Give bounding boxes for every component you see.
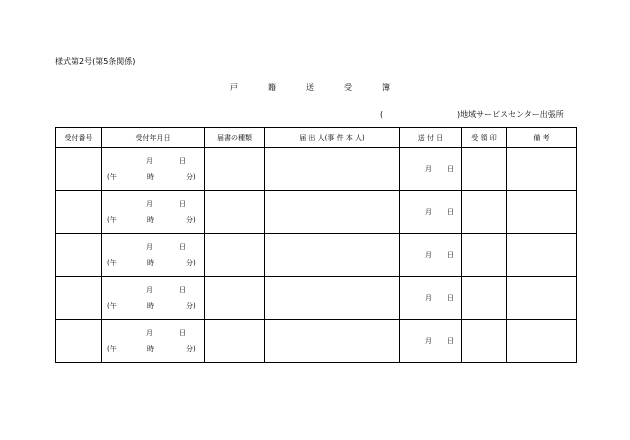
notice-type-cell[interactable] <box>205 277 265 320</box>
title-char: 受 <box>344 83 352 92</box>
send-date-cell[interactable] <box>400 191 462 234</box>
remarks-cell[interactable] <box>507 191 577 234</box>
month-label: 月 <box>425 208 432 216</box>
month-label: 月 <box>146 157 153 165</box>
notifier-cell[interactable] <box>265 320 400 363</box>
notice-type-cell[interactable] <box>205 234 265 277</box>
hour-label: 時 <box>147 173 154 181</box>
table-row <box>56 234 577 277</box>
minute-label: 分) <box>186 345 196 353</box>
minute-label: 分) <box>186 259 196 267</box>
day-label: 日 <box>179 243 186 251</box>
receipt-date-cell[interactable] <box>102 320 205 363</box>
notice-type-cell[interactable] <box>205 320 265 363</box>
receipt-seal-cell[interactable] <box>462 191 507 234</box>
receipt-number-cell[interactable] <box>56 234 102 277</box>
hour-label: 時 <box>147 216 154 224</box>
title-char: 簿 <box>382 83 390 92</box>
notifier-cell[interactable] <box>265 277 400 320</box>
header-notifier: 届 出 人(事 件 本 人) <box>265 128 400 148</box>
header-receipt-date: 受付年月日 <box>102 128 205 148</box>
month-label: 月 <box>425 337 432 345</box>
day-label: 日 <box>447 165 454 173</box>
ampm-label: (午 <box>107 259 117 267</box>
ampm-label: (午 <box>107 302 117 310</box>
notifier-cell[interactable] <box>265 234 400 277</box>
hour-label: 時 <box>147 302 154 310</box>
remarks-cell[interactable] <box>507 234 577 277</box>
receipt-date-cell[interactable] <box>102 191 205 234</box>
notice-type-cell[interactable] <box>205 191 265 234</box>
send-date-cell[interactable] <box>400 320 462 363</box>
minute-label: 分) <box>186 302 196 310</box>
month-label: 月 <box>146 200 153 208</box>
receipt-number-cell[interactable] <box>56 277 102 320</box>
remarks-cell[interactable] <box>507 148 577 191</box>
ampm-label: (午 <box>107 173 117 181</box>
receipt-date-cell[interactable] <box>102 277 205 320</box>
day-label: 日 <box>179 200 186 208</box>
day-label: 日 <box>179 286 186 294</box>
table-row <box>56 277 577 320</box>
day-label: 日 <box>179 157 186 165</box>
receipt-number-cell[interactable] <box>56 320 102 363</box>
form-number-label: 様式第2号(第5条関係) <box>55 57 136 66</box>
receipt-seal-cell[interactable] <box>462 277 507 320</box>
remarks-cell[interactable] <box>507 320 577 363</box>
send-date-cell[interactable] <box>400 148 462 191</box>
receipt-date-cell[interactable] <box>102 234 205 277</box>
header-receipt-number: 受付番号 <box>56 128 102 148</box>
month-label: 月 <box>425 294 432 302</box>
receipt-number-cell[interactable] <box>56 148 102 191</box>
table-row <box>56 191 577 234</box>
hour-label: 時 <box>147 259 154 267</box>
minute-label: 分) <box>186 173 196 181</box>
send-date-cell[interactable] <box>400 277 462 320</box>
header-send-date: 送 付 日 <box>400 128 462 148</box>
header-receipt-seal: 受 領 印 <box>462 128 507 148</box>
day-label: 日 <box>447 337 454 345</box>
month-label: 月 <box>425 251 432 259</box>
ampm-label: (午 <box>107 345 117 353</box>
ampm-label: (午 <box>107 216 117 224</box>
month-label: 月 <box>146 286 153 294</box>
day-label: 日 <box>447 208 454 216</box>
header-row <box>56 128 577 148</box>
notifier-cell[interactable] <box>265 148 400 191</box>
send-date-cell[interactable] <box>400 234 462 277</box>
office-name: )地域サービスセンター出張所 <box>457 110 564 119</box>
title-char: 戸 <box>230 83 238 92</box>
remarks-cell[interactable] <box>507 277 577 320</box>
receipt-seal-cell[interactable] <box>462 148 507 191</box>
receipt-date-cell[interactable] <box>102 148 205 191</box>
month-label: 月 <box>146 329 153 337</box>
month-label: 月 <box>146 243 153 251</box>
office-paren-open: ( <box>380 110 384 119</box>
day-label: 日 <box>447 251 454 259</box>
register-table <box>55 127 577 363</box>
document-title <box>230 83 390 93</box>
receipt-seal-cell[interactable] <box>462 234 507 277</box>
month-label: 月 <box>425 165 432 173</box>
notifier-cell[interactable] <box>265 191 400 234</box>
table-row <box>56 148 577 191</box>
header-notice-type: 届書の種類 <box>205 128 265 148</box>
day-label: 日 <box>447 294 454 302</box>
title-char: 送 <box>306 83 314 92</box>
receipt-seal-cell[interactable] <box>462 320 507 363</box>
title-char: 籍 <box>268 83 276 92</box>
hour-label: 時 <box>147 345 154 353</box>
table-row <box>56 320 577 363</box>
receipt-number-cell[interactable] <box>56 191 102 234</box>
header-remarks: 備 考 <box>507 128 577 148</box>
minute-label: 分) <box>186 216 196 224</box>
notice-type-cell[interactable] <box>205 148 265 191</box>
day-label: 日 <box>179 329 186 337</box>
